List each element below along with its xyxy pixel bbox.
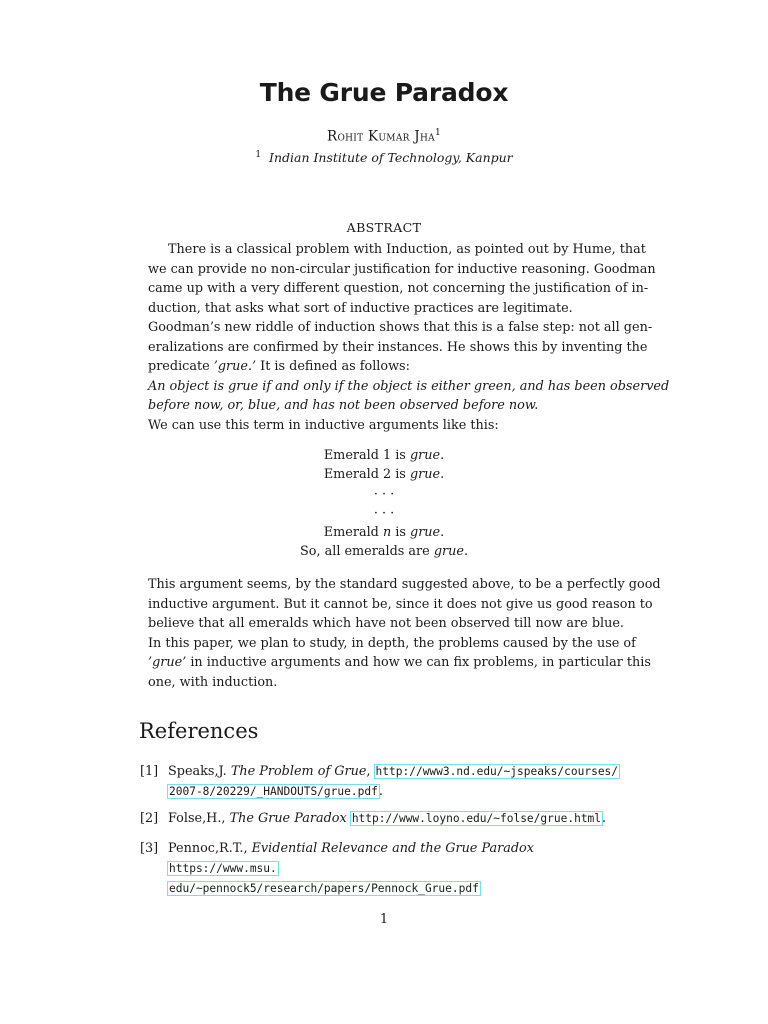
conclusion-line <box>148 653 651 673</box>
references-heading: References <box>139 719 259 743</box>
grue-term: ’grue.’ <box>213 359 257 374</box>
abstract-body <box>148 240 670 435</box>
reference-link[interactable]: http://www.loyno.edu/~folse/grue.html <box>351 812 602 825</box>
abstract-line <box>148 357 620 377</box>
argument-line <box>0 465 768 484</box>
argument-term: grue <box>410 525 441 541</box>
argument-text: Emerald <box>323 525 383 541</box>
emerald-argument <box>0 446 768 562</box>
reference-body <box>168 839 630 899</box>
abstract-line: eralizations are confirmed by their instances. He shows this by inventing the <box>148 339 648 355</box>
argument-variable: n <box>382 525 392 541</box>
argument-term: grue <box>433 544 464 560</box>
argument-text: is <box>391 525 410 541</box>
abstract-line: We can use this term in inductive arguments like this: <box>148 417 499 433</box>
reference-separator: , <box>366 764 375 779</box>
institution: Indian Institute of Technology, Kanpur <box>269 150 513 166</box>
reference-link[interactable]: http://www3.nd.edu/~jspeaks/courses/ <box>375 765 619 778</box>
argument-text: Emerald 2 is <box>323 467 410 483</box>
argument-ellipsis: · · · <box>373 486 395 502</box>
affil-mark: 1 <box>255 150 262 160</box>
argument-text: . <box>440 448 445 463</box>
affiliation-line <box>0 150 768 165</box>
conclusion-body <box>148 575 661 692</box>
page-number: 1 <box>379 912 389 927</box>
reference-number: [2] <box>140 811 159 826</box>
argument-term: grue <box>409 467 441 483</box>
reference-end: . <box>602 811 607 826</box>
definition-line <box>148 377 670 397</box>
reference-author: Pennoc,R.T., <box>168 841 252 856</box>
reference-title: The Grue Paradox <box>229 811 347 826</box>
abstract-text: It is defined as follows: <box>256 359 410 374</box>
conclusion-line: In this paper, we plan to study, in depth, the problems caused by the use of <box>148 635 636 651</box>
author-name: Rohit Kumar Jha <box>327 128 435 145</box>
reference-author: Speaks,J. <box>168 764 231 779</box>
conclusion-text: in inductive arguments and how we can fix problems, in particular this <box>186 655 651 670</box>
reference-number: [1] <box>140 764 159 779</box>
reference-author: Folse,H., <box>168 811 230 826</box>
abstract-line: we can provide no non-circular justification for inductive reasoning. Goodman <box>148 261 656 277</box>
reference-link[interactable]: https://www.msu. <box>169 862 277 875</box>
conclusion-line: This argument seems, by the standard suggested above, to be a perfectly good <box>148 577 661 592</box>
definition-line <box>148 396 620 416</box>
argument-text: Emerald 1 is <box>323 448 410 463</box>
argument-text: . <box>463 544 469 560</box>
reference-end: . <box>378 784 383 799</box>
conclusion-line: believe that all emeralds which have not been observed till now are blue. <box>148 616 624 631</box>
abstract-line: came up with a very different question, not concerning the justification of in- <box>148 281 649 296</box>
paper-title: The Grue Paradox <box>259 78 509 107</box>
argument-text: . <box>440 467 445 483</box>
definition-text: before now, or, blue, and has not been observed before now. <box>148 398 539 413</box>
argument-ellipsis: · · · <box>373 505 395 521</box>
reference-link[interactable]: edu/~pennock5/research/papers/Pennock_Grue.pdf <box>169 882 479 895</box>
abstract-line: duction, that asks what sort of inductive practices are legitimate. <box>148 300 573 316</box>
argument-term: grue <box>409 448 441 463</box>
reference-link[interactable]: 2007-8/20229/_HANDOUTS/grue.pdf <box>169 785 378 798</box>
abstract-line: Goodman’s new riddle of induction shows that this is a false step: not all gen- <box>148 320 653 335</box>
argument-line <box>0 523 768 542</box>
abstract-heading: ABSTRACT <box>346 220 422 235</box>
reference-body <box>168 809 630 829</box>
conclusion-line: inductive argument. But it cannot be, since it does not give us good reason to <box>148 596 653 612</box>
argument-text: So, all emeralds are <box>299 544 434 560</box>
grue-term: ’grue’ <box>148 655 187 670</box>
reference-body <box>168 762 630 802</box>
reference-number: [3] <box>140 841 159 856</box>
argument-line <box>0 446 768 465</box>
abstract-line: There is a classical problem with Induction, as pointed out by Hume, that <box>168 242 646 257</box>
reference-title: Evidential Relevance and the Grue Paradox <box>251 841 534 856</box>
author-line <box>0 128 768 145</box>
conclusion-line: one, with induction. <box>148 674 278 690</box>
argument-conclusion <box>0 542 768 561</box>
author-affil-mark: 1 <box>434 128 441 138</box>
argument-text: . <box>440 525 445 541</box>
reference-title: The Problem of Grue <box>230 764 367 779</box>
definition-text: An object is grue if and only if the object is either green, and has been observed <box>148 378 670 394</box>
abstract-text: predicate <box>148 359 214 374</box>
